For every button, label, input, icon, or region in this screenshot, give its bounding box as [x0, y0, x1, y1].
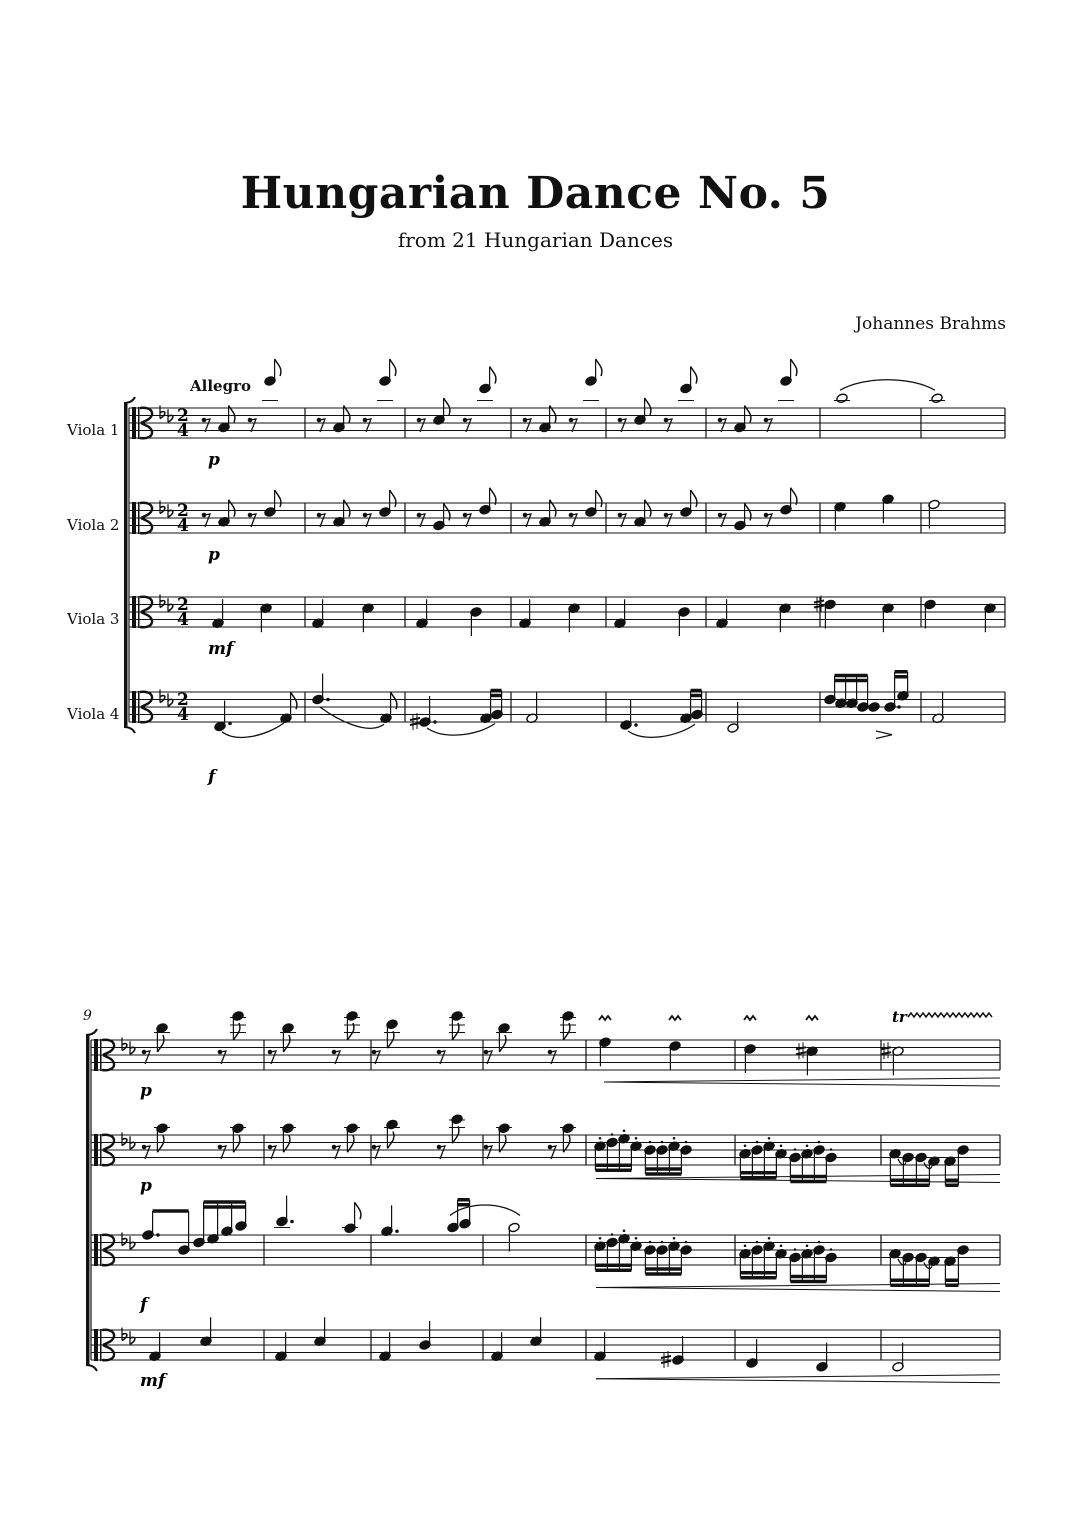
bracket-top — [86, 1029, 97, 1035]
clef-bar-thin — [100, 1039, 102, 1071]
staff-2 — [129, 501, 1005, 566]
staccato-dot — [830, 1248, 833, 1251]
time-signature-numerator: 2 — [177, 406, 189, 426]
eighth-note-group — [363, 490, 396, 527]
clef-bar — [94, 1039, 98, 1071]
eighth-rest-icon — [764, 418, 772, 432]
clef-bar-thin — [138, 691, 140, 723]
flat-icon — [130, 1136, 135, 1149]
staccato-dot — [673, 1237, 676, 1240]
note-flag — [691, 490, 697, 507]
eighth-rest-icon — [218, 1145, 226, 1159]
clef-bar — [132, 691, 136, 723]
crescendo-hairpin — [604, 1082, 1000, 1086]
eighth-note-group — [363, 359, 396, 432]
sharp-line — [814, 601, 824, 603]
eighth-note-group — [463, 367, 496, 433]
eighth-note-group — [142, 1011, 246, 1064]
eighth-note-group — [202, 500, 235, 527]
augmentation-dot — [433, 720, 437, 724]
eighth-rest-icon — [664, 513, 672, 527]
flat-icon — [130, 1236, 135, 1249]
dynamic-marking: p — [140, 1081, 152, 1101]
staccato-sixteenths — [594, 1229, 1000, 1291]
clef-bar — [132, 596, 136, 628]
eighth-note-group — [417, 504, 450, 531]
mordent-icon — [744, 1016, 756, 1020]
trill-extension — [908, 1013, 992, 1017]
mordent-icon — [806, 1016, 818, 1020]
accent-mark — [876, 731, 892, 739]
staccato-dot — [623, 1129, 626, 1132]
tied-half-notes — [834, 380, 945, 404]
part-label-viola-3: Viola 3 — [67, 610, 120, 628]
time-signature-denominator: 4 — [177, 421, 189, 441]
staff-1 — [91, 1038, 1000, 1102]
augmentation-dot — [634, 723, 638, 727]
eighth-rest-icon — [484, 1145, 492, 1159]
eighth-rest-icon — [372, 1145, 380, 1159]
eighth-note-group — [718, 406, 751, 433]
staccato-dot — [806, 1144, 809, 1147]
note-flag — [490, 488, 496, 505]
note-flag — [452, 1023, 459, 1040]
eighth-rest-icon — [202, 513, 210, 527]
staccato-dot — [756, 1141, 759, 1144]
crescendo-hairpin — [596, 1379, 1000, 1383]
slur — [628, 724, 695, 737]
note-flag — [233, 1023, 240, 1040]
flat-icon — [122, 1328, 127, 1341]
eighth-note-group — [202, 406, 235, 433]
eighth-rest-icon — [218, 1050, 226, 1064]
flat-bowl — [130, 1242, 135, 1249]
staccato-dot — [599, 1137, 602, 1140]
eighth-rest-icon — [332, 1050, 340, 1064]
eighth-rest-icon — [718, 513, 726, 527]
eighth-rest-icon — [548, 1145, 556, 1159]
staff-1 — [129, 406, 1005, 471]
time-signature-numerator: 2 — [177, 690, 189, 710]
staff-3 — [129, 595, 1005, 660]
staccato-dot — [818, 1141, 821, 1144]
composer-name: Johannes Brahms — [855, 314, 1006, 334]
eighth-note-group — [248, 490, 281, 527]
note-flag — [563, 1023, 570, 1040]
flat-icon — [122, 1038, 127, 1051]
eighth-rest-icon — [142, 1145, 150, 1159]
sharp-icon — [881, 1042, 891, 1059]
augmentation-dot — [897, 705, 901, 709]
eighth-note-group — [484, 1011, 576, 1064]
eighth-rest-icon — [437, 1145, 445, 1159]
staccato-dot — [818, 1241, 821, 1244]
quarter-notes — [149, 1317, 212, 1361]
staccato-dot — [806, 1244, 809, 1247]
eighth-note-group — [569, 490, 602, 527]
bracket-bar — [86, 1035, 90, 1365]
flat-bowl — [168, 604, 173, 611]
note-flag — [791, 359, 797, 376]
viola-4-line — [214, 672, 944, 739]
eighth-rest-icon — [317, 513, 325, 527]
staccato-dot — [830, 1148, 833, 1151]
staccato-dot — [611, 1233, 614, 1236]
time-signature-denominator: 4 — [177, 610, 189, 630]
flat-icon — [160, 406, 165, 419]
eighth-note-group — [248, 359, 281, 432]
note-flag — [390, 359, 396, 376]
slur — [840, 380, 935, 391]
clef-bar — [94, 1234, 98, 1266]
staccato-dot — [768, 1237, 771, 1240]
eighth-note-group — [764, 359, 797, 432]
eighth-note-group — [664, 367, 697, 433]
staccato-dot — [794, 1148, 797, 1151]
flat-icon — [122, 1233, 127, 1246]
eighth-note-group — [664, 490, 697, 527]
flat-icon — [168, 409, 173, 422]
sharp-line — [410, 718, 420, 720]
note-flag — [347, 1023, 354, 1040]
staccato-dot — [685, 1241, 688, 1244]
note-flag — [691, 367, 697, 384]
eighth-rest-icon — [718, 418, 726, 432]
note-flag — [490, 367, 496, 384]
eighth-rest-icon — [618, 418, 626, 432]
note-flag — [499, 1035, 506, 1052]
staccato-dot — [756, 1241, 759, 1244]
note-flag — [275, 490, 281, 507]
note-head — [931, 393, 943, 404]
mordent-icon — [669, 1016, 681, 1020]
eighth-rest-icon — [248, 513, 256, 527]
flat-bowl — [168, 415, 173, 422]
eighth-note-group — [718, 504, 751, 531]
time-signature-numerator: 2 — [177, 501, 189, 521]
note-flag — [645, 398, 651, 415]
flat-icon — [168, 693, 173, 706]
flat-icon — [130, 1331, 135, 1344]
eighth-note-group — [268, 1011, 360, 1064]
note-flag — [283, 1035, 290, 1052]
dynamic-marking: p — [208, 545, 220, 565]
eighth-note-group — [484, 1123, 576, 1159]
crescendo-hairpin — [596, 1288, 1000, 1292]
sharp-line — [410, 723, 420, 725]
staccato-dot — [635, 1137, 638, 1140]
eighth-rest-icon — [523, 418, 531, 432]
note-flag — [596, 490, 602, 507]
eighth-note-group — [523, 406, 556, 433]
eighth-rest-icon — [268, 1145, 276, 1159]
eighth-rest-icon — [268, 1050, 276, 1064]
eighth-rest-icon — [463, 418, 471, 432]
eighth-rest-icon — [372, 1050, 380, 1064]
dynamic-marking: mf — [208, 639, 234, 659]
augmentation-dot — [290, 1220, 294, 1224]
staccato-dot — [794, 1248, 797, 1251]
system-1 — [124, 359, 1005, 787]
flat-icon — [168, 598, 173, 611]
slur — [450, 1205, 520, 1216]
eighth-rest-icon — [142, 1050, 150, 1064]
staccato-dot — [780, 1144, 783, 1147]
eighth-rest-icon — [417, 513, 425, 527]
eighth-note-group — [372, 1114, 465, 1159]
slur — [222, 723, 284, 738]
eighth-note-group — [618, 500, 651, 527]
eighth-rest-icon — [548, 1050, 556, 1064]
measure-number: 9 — [83, 1008, 92, 1024]
clef-bar-thin — [138, 407, 140, 439]
note-flag — [387, 1132, 394, 1149]
staccato-dot — [649, 1241, 652, 1244]
viola-4-bass — [594, 1332, 1000, 1383]
staccato-dot — [673, 1137, 676, 1140]
crescendo-hairpin — [604, 1078, 1000, 1082]
eighth-rest-icon — [463, 513, 471, 527]
staccato-dot — [611, 1133, 614, 1136]
staccato-dot — [661, 1141, 664, 1144]
bracket-top — [124, 397, 135, 403]
eighth-note-group — [569, 359, 602, 432]
viola-3-melody — [142, 1196, 520, 1256]
system-2 — [86, 1008, 1000, 1391]
eighth-note-group — [317, 406, 350, 433]
note-flag — [355, 1202, 361, 1219]
bracket-bottom — [124, 727, 135, 733]
time-signature-numerator: 2 — [177, 595, 189, 615]
augmentation-dot — [326, 698, 330, 702]
eighth-note-group — [142, 1123, 246, 1159]
eighth-rest-icon — [248, 418, 256, 432]
time-signature-denominator: 4 — [177, 516, 189, 536]
staff-2 — [91, 1133, 1000, 1197]
clef-bar-thin — [100, 1329, 102, 1361]
eighth-rest-icon — [332, 1145, 340, 1159]
quarter-notes — [275, 1317, 326, 1361]
eighth-note-group — [463, 488, 496, 527]
eighth-rest-icon — [569, 513, 577, 527]
staccato-dot — [623, 1229, 626, 1232]
bracket-bottom — [86, 1365, 97, 1371]
note-head — [868, 702, 880, 713]
note-head — [836, 393, 848, 404]
note-flag — [550, 500, 556, 517]
staccato-dot — [768, 1137, 771, 1140]
dynamic-marking: p — [208, 450, 220, 470]
note-flag — [344, 500, 350, 517]
score-subtitle: from 21 Hungarian Dances — [397, 228, 674, 252]
eighth-rest-icon — [569, 418, 577, 432]
eighth-note-group — [372, 1011, 465, 1064]
eighth-rest-icon — [417, 418, 425, 432]
augmentation-dot — [156, 1233, 160, 1237]
crescendo-hairpin — [596, 1284, 1000, 1288]
flat-bowl — [168, 510, 173, 517]
sharp-line — [881, 1052, 891, 1054]
note-flag — [157, 1035, 164, 1052]
quarter-notes — [379, 1321, 431, 1362]
eighth-rest-icon — [317, 418, 325, 432]
eighth-rest-icon — [363, 418, 371, 432]
dynamic-marking: f — [140, 1295, 148, 1315]
sharp-line — [661, 1361, 671, 1363]
note-flag — [229, 500, 235, 517]
dynamic-marking: f — [208, 767, 216, 787]
flat-icon — [122, 1133, 127, 1146]
eighth-note-group — [764, 488, 797, 527]
flat-bowl — [168, 699, 173, 706]
part-label-viola-1: Viola 1 — [67, 421, 120, 439]
mordent-icon — [599, 1016, 611, 1020]
part-label-viola-2: Viola 2 — [67, 516, 120, 534]
staccato-dot — [780, 1244, 783, 1247]
sharp-line — [814, 606, 824, 608]
staccato-dot — [599, 1237, 602, 1240]
flat-bowl — [130, 1142, 135, 1149]
note-flag — [275, 359, 281, 376]
flat-icon — [160, 501, 165, 514]
eighth-rest-icon — [618, 513, 626, 527]
augmentation-dot — [395, 1229, 399, 1233]
eighth-rest-icon — [664, 418, 672, 432]
clef-bar-thin — [100, 1134, 102, 1166]
sharp-line — [796, 1052, 806, 1054]
tempo-marking: Allegro — [190, 377, 251, 395]
eighth-rest-icon — [363, 513, 371, 527]
clef-bar — [132, 502, 136, 534]
clef-bar-thin — [138, 502, 140, 534]
staccato-dot — [661, 1241, 664, 1244]
eighth-rest-icon — [484, 1050, 492, 1064]
staccato-dot — [744, 1144, 747, 1147]
note-flag — [791, 488, 797, 505]
time-signature-denominator: 4 — [177, 705, 189, 725]
note-flag — [645, 500, 651, 517]
eighth-rest-icon — [437, 1050, 445, 1064]
staff-3 — [91, 1233, 1000, 1316]
clef-bar — [94, 1329, 98, 1361]
quarter-notes — [491, 1317, 542, 1361]
trill-icon: tr — [892, 1008, 907, 1026]
slur — [320, 707, 384, 728]
eighth-note-group — [268, 1123, 360, 1159]
clef-bar — [94, 1134, 98, 1166]
eighth-note-group — [523, 500, 556, 527]
eighth-rest-icon — [202, 418, 210, 432]
flat-icon — [130, 1041, 135, 1054]
crescendo-hairpin — [596, 1375, 1000, 1379]
note-flag — [596, 359, 602, 376]
note-flag — [444, 398, 450, 415]
flat-bowl — [130, 1047, 135, 1054]
part-label-viola-4: Viola 4 — [67, 705, 120, 723]
clef-bar — [132, 407, 136, 439]
staccato-dot — [649, 1141, 652, 1144]
note-flag — [390, 490, 396, 507]
score-title: Hungarian Dance No. 5 — [240, 168, 831, 219]
staccato-dot — [635, 1237, 638, 1240]
eighth-rest-icon — [523, 513, 531, 527]
bracket-bar — [124, 403, 128, 727]
flat-icon — [160, 595, 165, 608]
eighth-note-group — [317, 500, 350, 527]
flat-icon — [160, 690, 165, 703]
staccato-dot — [744, 1244, 747, 1247]
clef-bar-thin — [100, 1234, 102, 1266]
augmentation-dot — [228, 722, 232, 726]
clef-bar-thin — [138, 596, 140, 628]
flat-bowl — [130, 1337, 135, 1344]
sharp-icon — [796, 1042, 806, 1059]
dynamic-marking: mf — [140, 1371, 166, 1391]
flat-icon — [168, 504, 173, 517]
staccato-dot — [685, 1141, 688, 1144]
sharp-line — [661, 1356, 671, 1358]
slur — [427, 724, 495, 736]
eighth-rest-icon — [764, 513, 772, 527]
dynamic-marking: p — [140, 1176, 152, 1196]
